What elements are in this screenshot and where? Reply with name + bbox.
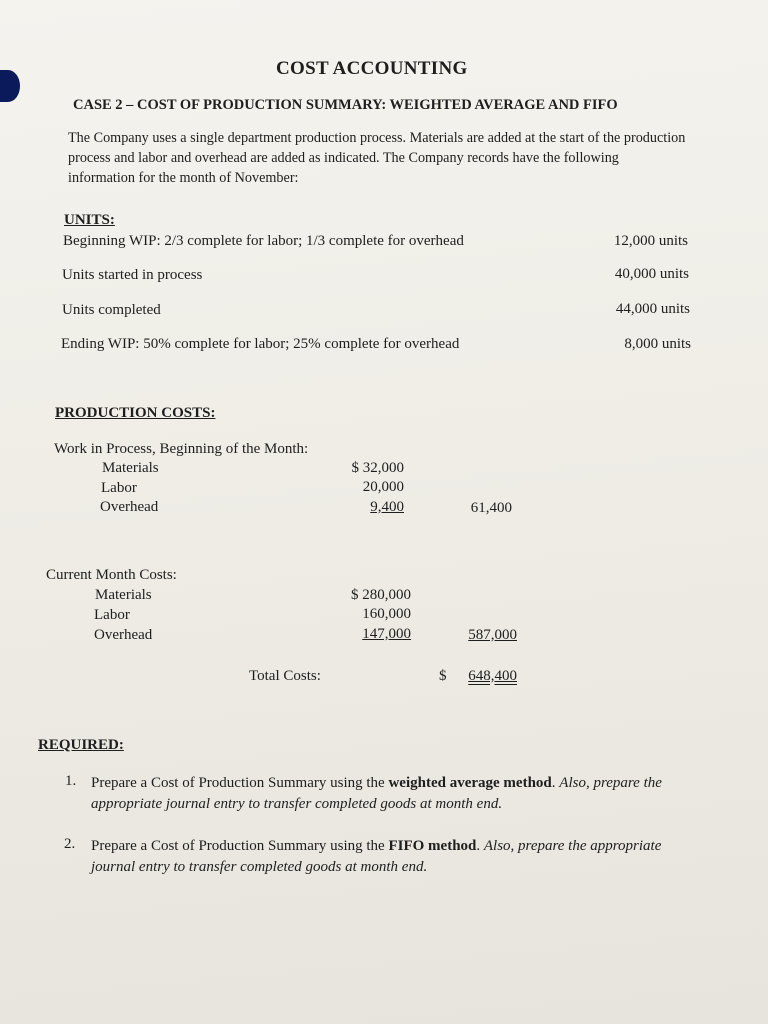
units-row-label: Beginning WIP: 2/3 complete for labor; 1/3 complete for overhead (63, 233, 464, 249)
units-row-value: 12,000 units (613, 233, 688, 249)
cost-item-value: 9,400 (370, 499, 404, 515)
cost-item-label: Overhead (94, 627, 153, 643)
units-row-label: Units completed (62, 302, 161, 318)
total-currency-symbol: $ (439, 668, 447, 684)
intro-paragraph: The Company uses a single department production process. Materials are added at the start of the production process and labor and overhead are added as indicated. The Company records have the following information for the month of November: (68, 130, 686, 186)
cost-item-label: Materials (95, 587, 152, 603)
current-subtotal: 587,000 (468, 627, 517, 643)
cost-item-value: 160,000 (362, 606, 411, 622)
cost-item-label: Materials (102, 460, 159, 476)
cost-item-value: 20,000 (362, 479, 404, 495)
cost-item-value: $ 280,000 (351, 587, 411, 603)
page-title: COST ACCOUNTING (276, 58, 468, 79)
total-costs-value: 648,400 (468, 668, 517, 684)
required-heading: REQUIRED: (38, 737, 124, 753)
units-row-label: Units started in process (62, 267, 203, 283)
beginning-wip-label: Work in Process, Beginning of the Month: (54, 441, 309, 457)
units-row-label: Ending WIP: 50% complete for labor; 25% complete for overhead (61, 336, 460, 352)
beginning-subtotal: 61,400 (470, 500, 512, 516)
required-item-text: Prepare a Cost of Production Summary using the weighted average method. Also, prepare the appropriate journal entry to transfer completed goods at month end. (91, 775, 662, 812)
required-item-number: 2. (64, 836, 76, 852)
case-heading: CASE 2 – COST OF PRODUCTION SUMMARY: WEIGHTED AVERAGE AND FIFO (73, 97, 618, 113)
production-costs-heading: PRODUCTION COSTS: (55, 405, 216, 421)
cost-item-label: Labor (101, 480, 137, 496)
hole-punch (0, 70, 20, 102)
required-item-text: Prepare a Cost of Production Summary using the FIFO method. Also, prepare the appropriate journal entry to transfer completed goods at month end. (91, 838, 662, 875)
total-costs-label: Total Costs: (249, 668, 321, 684)
required-item-number: 1. (65, 773, 77, 789)
units-heading: UNITS: (64, 212, 115, 228)
units-row-value: 40,000 units (614, 266, 689, 282)
units-row-value: 8,000 units (624, 336, 691, 352)
current-month-label: Current Month Costs: (46, 567, 177, 583)
cost-item-value: $ 32,000 (351, 460, 404, 476)
cost-item-label: Overhead (100, 499, 159, 515)
cost-item-value: 147,000 (362, 626, 411, 642)
cost-item-label: Labor (94, 607, 130, 623)
units-row-value: 44,000 units (615, 301, 690, 317)
